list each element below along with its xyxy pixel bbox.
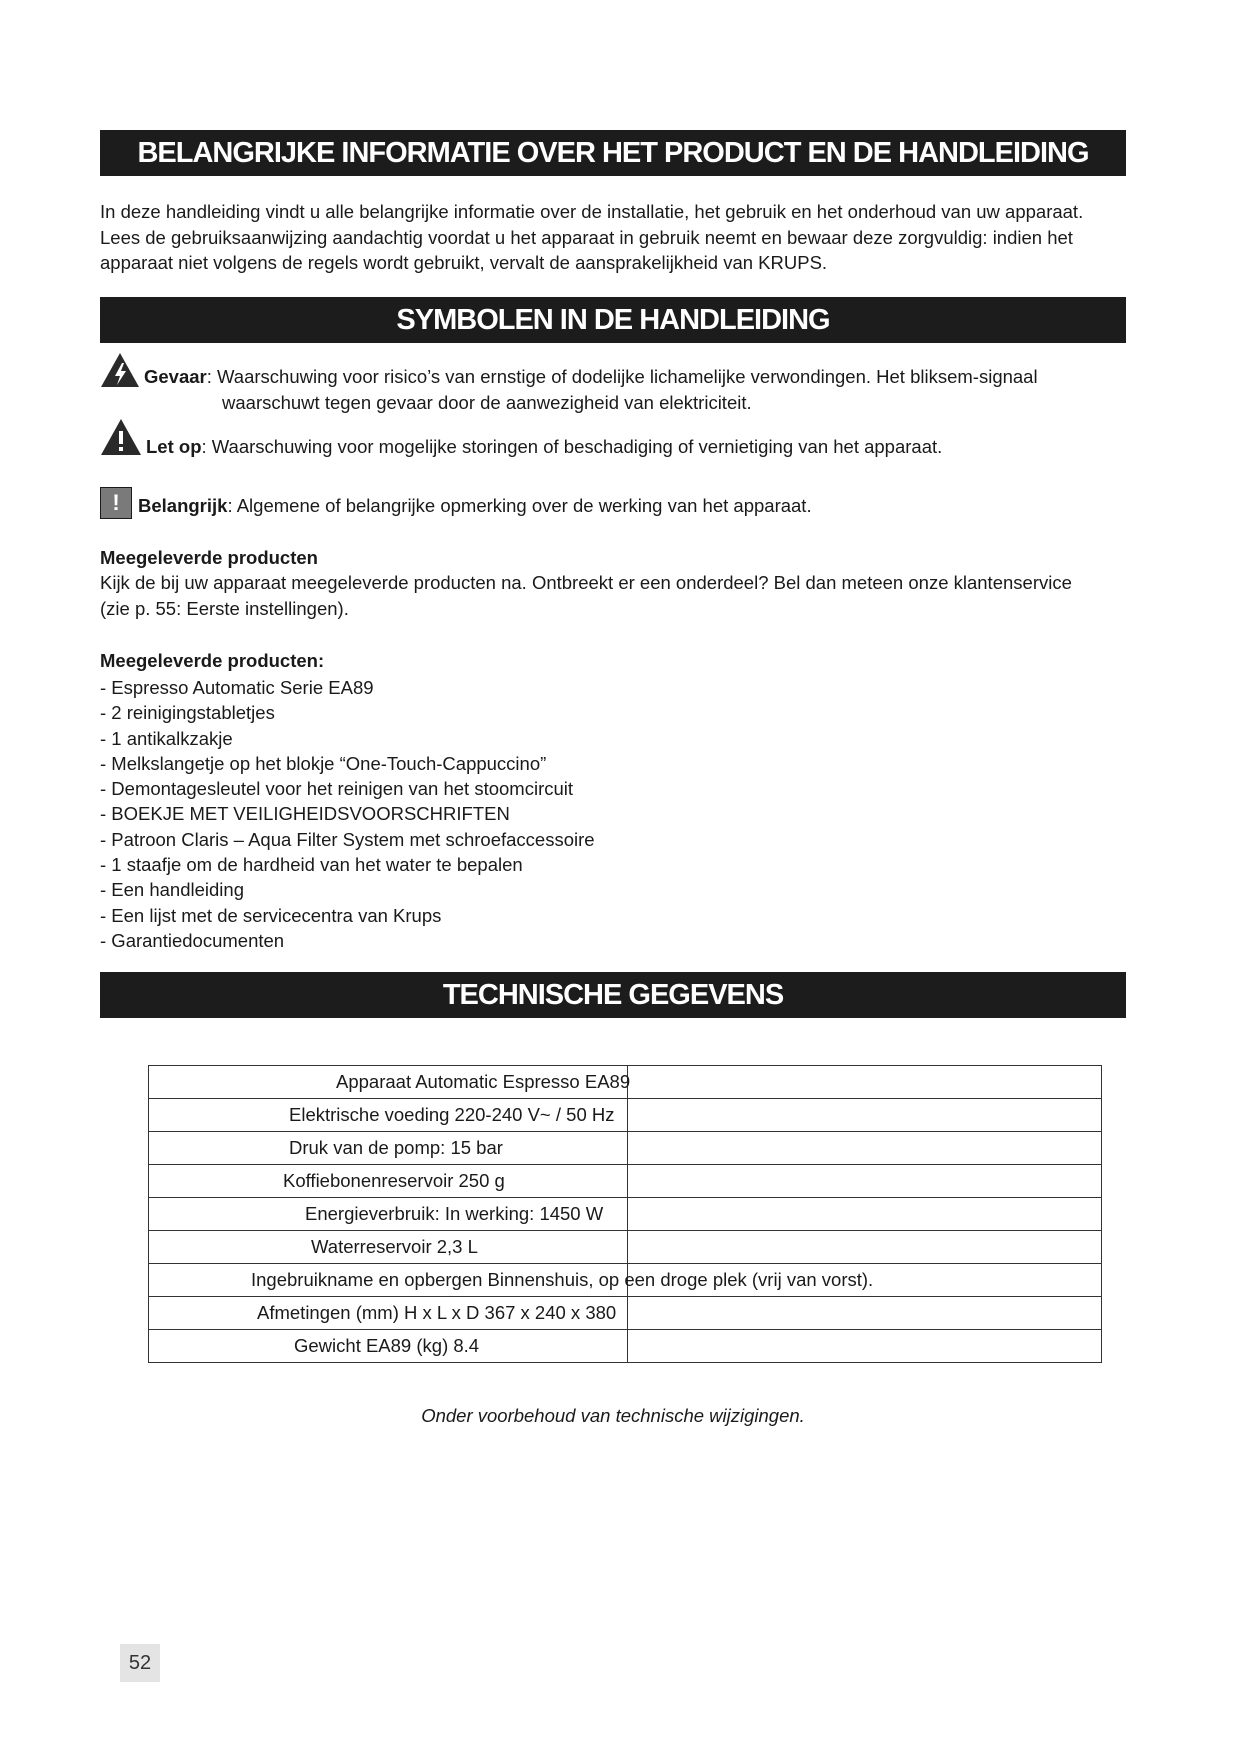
list-item: - Garantiedocumenten <box>100 929 285 951</box>
intro-line: apparaat niet volgens de regels wordt gebruikt, vervalt de aansprakelijkheid van KRUPS. <box>100 252 828 273</box>
supplied-heading: Meegeleverde producten <box>100 547 318 568</box>
spec-text: Gewicht EA89 (kg) 8.4 <box>294 1335 480 1356</box>
table-row <box>149 1066 1102 1099</box>
list-item: - 1 antikalkzakje <box>100 727 233 749</box>
table-cell <box>628 1231 1102 1264</box>
spec-text: Druk van de pomp: 15 bar <box>289 1137 503 1158</box>
symbol-belangrijk <box>100 490 1126 519</box>
list-heading: Meegeleverde producten: <box>100 650 325 671</box>
belangrijk-label: Belangrijk <box>138 495 228 516</box>
table-cell <box>628 1132 1102 1165</box>
intro-line: Lees de gebruiksaanwijzing aandachtig voordat u het apparaat in gebruik neemt en bewaar deze zorgvuldig: indien het <box>100 226 1073 248</box>
table-row <box>149 1231 1102 1264</box>
spec-text: Ingebruikname en opbergen Binnenshuis, op een droge plek (vrij van vorst). <box>251 1269 874 1290</box>
spec-text: Koffiebonenreservoir 250 g <box>283 1170 505 1191</box>
table-row <box>149 1297 1102 1330</box>
table-cell <box>149 1099 628 1132</box>
gevaar-line <box>100 364 1126 390</box>
table-cell <box>628 1165 1102 1198</box>
table-cell <box>149 1264 874 1297</box>
table-cell <box>628 1066 1102 1099</box>
supplied-items-list <box>100 675 595 953</box>
list-item: - Demontagesleutel voor het reinigen van het stoomcircuit <box>100 778 574 800</box>
list-item: - Espresso Automatic Serie EA89 <box>100 677 374 698</box>
intro-paragraph <box>100 199 1126 276</box>
gevaar-label: Gevaar <box>144 366 207 387</box>
list-item: - 2 reinigingstabletjes <box>100 702 275 724</box>
symbol-gevaar <box>100 364 1126 415</box>
specs-footnote: Onder voorbehoud van technische wijzigingen. <box>421 1405 805 1426</box>
symbol-let-op <box>100 434 1126 460</box>
table-row <box>149 1264 1102 1297</box>
let-op-label: Let op <box>146 436 202 457</box>
lightning-warning-icon <box>100 352 140 388</box>
table-row <box>149 1165 1102 1198</box>
table-row <box>149 1099 1102 1132</box>
table-cell <box>149 1066 631 1099</box>
page-number: 52 <box>120 1644 160 1682</box>
table-cell <box>149 1165 628 1198</box>
table-row <box>149 1132 1102 1165</box>
table-cell <box>149 1198 628 1231</box>
spec-text: Elektrische voeding 220-240 V~ / 50 Hz <box>289 1104 615 1125</box>
supplied-line: (zie p. 55: Eerste instellingen). <box>100 597 349 619</box>
let-op-line <box>100 434 1126 460</box>
list-item: - Melkslangetje op het blokje “One-Touch-Cappuccino” <box>100 752 547 774</box>
belangrijk-text: : Algemene of belangrijke opmerking over de werking van het apparaat. <box>227 495 812 516</box>
list-item: - Een handleiding <box>100 879 244 901</box>
spec-text: Apparaat Automatic Espresso EA89 <box>336 1071 631 1092</box>
specs-table <box>148 1065 1102 1363</box>
spec-text: Afmetingen (mm) H x L x D 367 x 240 x 380 <box>257 1302 617 1323</box>
section-title-symbols: SYMBOLEN IN DE HANDLEIDING <box>100 297 1126 343</box>
table-cell <box>628 1330 1102 1363</box>
table-row <box>149 1198 1102 1231</box>
spec-text: Waterreservoir 2,3 L <box>311 1236 478 1257</box>
list-item: - Patroon Claris – Aqua Filter System met schroefaccessoire <box>100 828 595 850</box>
table-cell <box>149 1330 628 1363</box>
supplied-line: Kijk de bij uw apparaat meegeleverde producten na. Ontbreekt er een onderdeel? Bel dan meteen onze klantenservice <box>100 572 1072 593</box>
table-cell <box>628 1198 1102 1231</box>
list-item: - Een lijst met de servicecentra van Krups <box>100 904 442 926</box>
section-title-specs: TECHNISCHE GEGEVENS <box>100 972 1126 1018</box>
exclamation-box-icon: ! <box>100 487 132 519</box>
gevaar-line: waarschuwt tegen gevaar door de aanwezigheid van elektriciteit. <box>222 391 752 413</box>
spec-text: Energieverbruik: In werking: 1450 W <box>305 1203 604 1224</box>
table-cell <box>628 1099 1102 1132</box>
belangrijk-line <box>100 493 1126 519</box>
table-cell <box>149 1231 628 1264</box>
gevaar-text: : Waarschuwing voor risico’s van ernstige of dodelijke lichamelijke verwondingen. Het bliksem-signaal <box>206 366 1038 387</box>
table-cell <box>149 1132 628 1165</box>
let-op-text: : Waarschuwing voor mogelijke storingen of beschadiging of vernietiging van het apparaat. <box>201 436 943 457</box>
table-cell <box>628 1297 1102 1330</box>
table-cell <box>628 1264 1102 1297</box>
warning-triangle-icon <box>100 418 142 456</box>
table-cell <box>149 1297 628 1330</box>
table-row <box>149 1330 1102 1363</box>
list-item: - 1 staafje om de hardheid van het water te bepalen <box>100 854 523 876</box>
supplied-paragraph <box>100 570 1126 621</box>
intro-line: In deze handleiding vindt u alle belangrijke informatie over de installatie, het gebruik en het onderhoud van uw apparaat. <box>100 201 1084 222</box>
section-title-product-info: BELANGRIJKE INFORMATIE OVER HET PRODUCT EN DE HANDLEIDING <box>100 130 1126 176</box>
list-item: - BOEKJE MET VEILIGHEIDSVOORSCHRIFTEN <box>100 803 510 825</box>
